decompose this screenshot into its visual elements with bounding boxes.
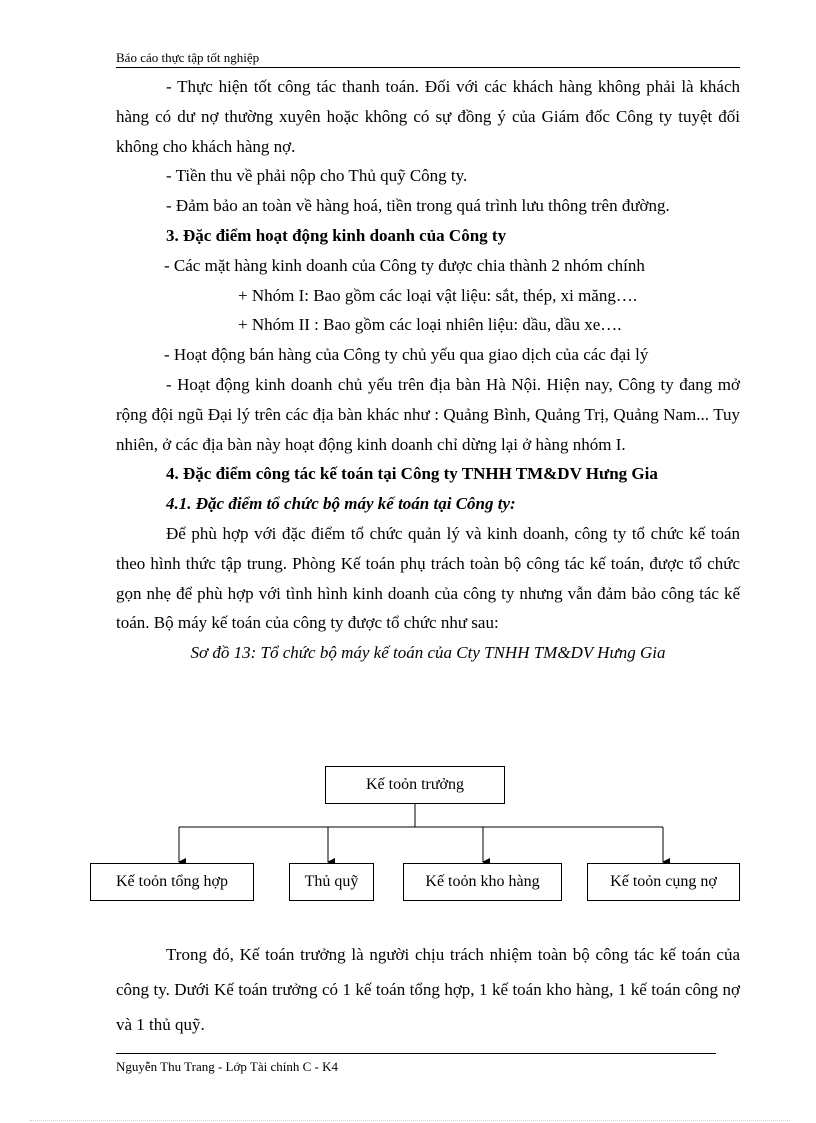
org-diagram [90,760,746,910]
page-edge-dotted-line [30,1120,790,1121]
paragraph-product-groups: - Các mặt hàng kinh doanh của Công ty được chia thành 2 nhóm chính [164,255,645,275]
footer-divider [116,1053,716,1054]
paragraph-safety: - Đảm bảo an toàn về hàng hoá, tiền trong quá trình lưu thông trên đường. [166,196,670,216]
paragraph-chief-duties: Trong đó, Kế toán trưởng là người chịu trách nhiệm toàn bộ công tác kế toán của công ty. Dưới Kế toán trưởng có 1 kế toán tổng hợp, 1 kế toán kho hàng, 1 kế toán công nợ và 1 thủ quỹ. [116,945,740,1034]
header-divider [116,67,740,68]
header-title: Báo cáo thực tập tốt nghiệp [116,50,260,65]
diagram-caption: Sơ đồ 13: Tổ chức bộ máy kế toán của Cty TNHH TM&DV Hưng Gia [190,643,666,663]
box-general-accountant: Kế toỏn tổng hợp [90,863,254,901]
box-chief-accountant: Kế toỏn trưởng [325,766,505,804]
box-debt-accountant: Kế toỏn cụng nợ [587,863,740,901]
list-item-group-2: + Nhóm II : Bao gồm các loại nhiên liệu: dầu, dầu xe…. [238,315,622,335]
main-content [116,72,740,668]
box-treasurer: Thủ quỹ [289,863,374,901]
paragraph-cash: - Tiền thu về phải nộp cho Thủ quỹ Công ty. [166,166,468,186]
heading-section-3: 3. Đặc điểm hoạt động kinh doanh của Công ty [166,225,507,245]
box-warehouse-accountant: Kế toỏn kho hàng [403,863,562,901]
list-item-group-1: + Nhóm I: Bao gồm các loại vật liệu: sắt, thép, xi măng…. [238,285,638,305]
heading-section-4-1: 4.1. Đặc điểm tổ chức bộ máy kế toán tại Công ty: [166,494,516,514]
paragraph-payment: - Thực hiện tốt công tác thanh toán. Đối với các khách hàng không phải là khách hàng có dư nợ thường xuyên hoặc không có sự đồng ý của Giám đốc Công ty tuyệt đối không cho khách hàng nợ. [116,77,740,156]
paragraph-sales: - Hoạt động bán hàng của Công ty chủ yếu qua giao dịch của các đại lý [164,345,649,365]
footer-text: Nguyễn Thu Trang - Lớp Tài chính C - K4 [116,1059,338,1074]
heading-section-4: 4. Đặc điểm công tác kế toán tại Công ty TNHH TM&DV Hưng Gia [166,464,658,484]
paragraph-business-area: - Hoạt động kinh doanh chủ yếu trên địa bàn Hà Nội. Hiện nay, Công ty đang mở rộng đội ngũ Đại lý trên các địa bàn khác như : Quảng Bình, Quảng Trị, Quảng Nam... Tuy nhiên, ở các địa bàn này hoạt động kinh doanh chỉ dừng lại ở hàng nhóm I. [116,374,740,454]
closing-content [116,937,740,1042]
paragraph-accounting-org: Để phù hợp với đặc điểm tổ chức quản lý và kinh doanh, công ty tổ chức kế toán theo hình thức tập trung. Phòng Kế toán phụ trách toàn bộ công tác kế toán, được tổ chức gọn nhẹ để phù hợp với tình hình kinh doanh của công ty nhưng vẫn đảm bảo công tác kế toán. Bộ máy kế toán của công ty được tổ chức như sau: [116,523,740,633]
